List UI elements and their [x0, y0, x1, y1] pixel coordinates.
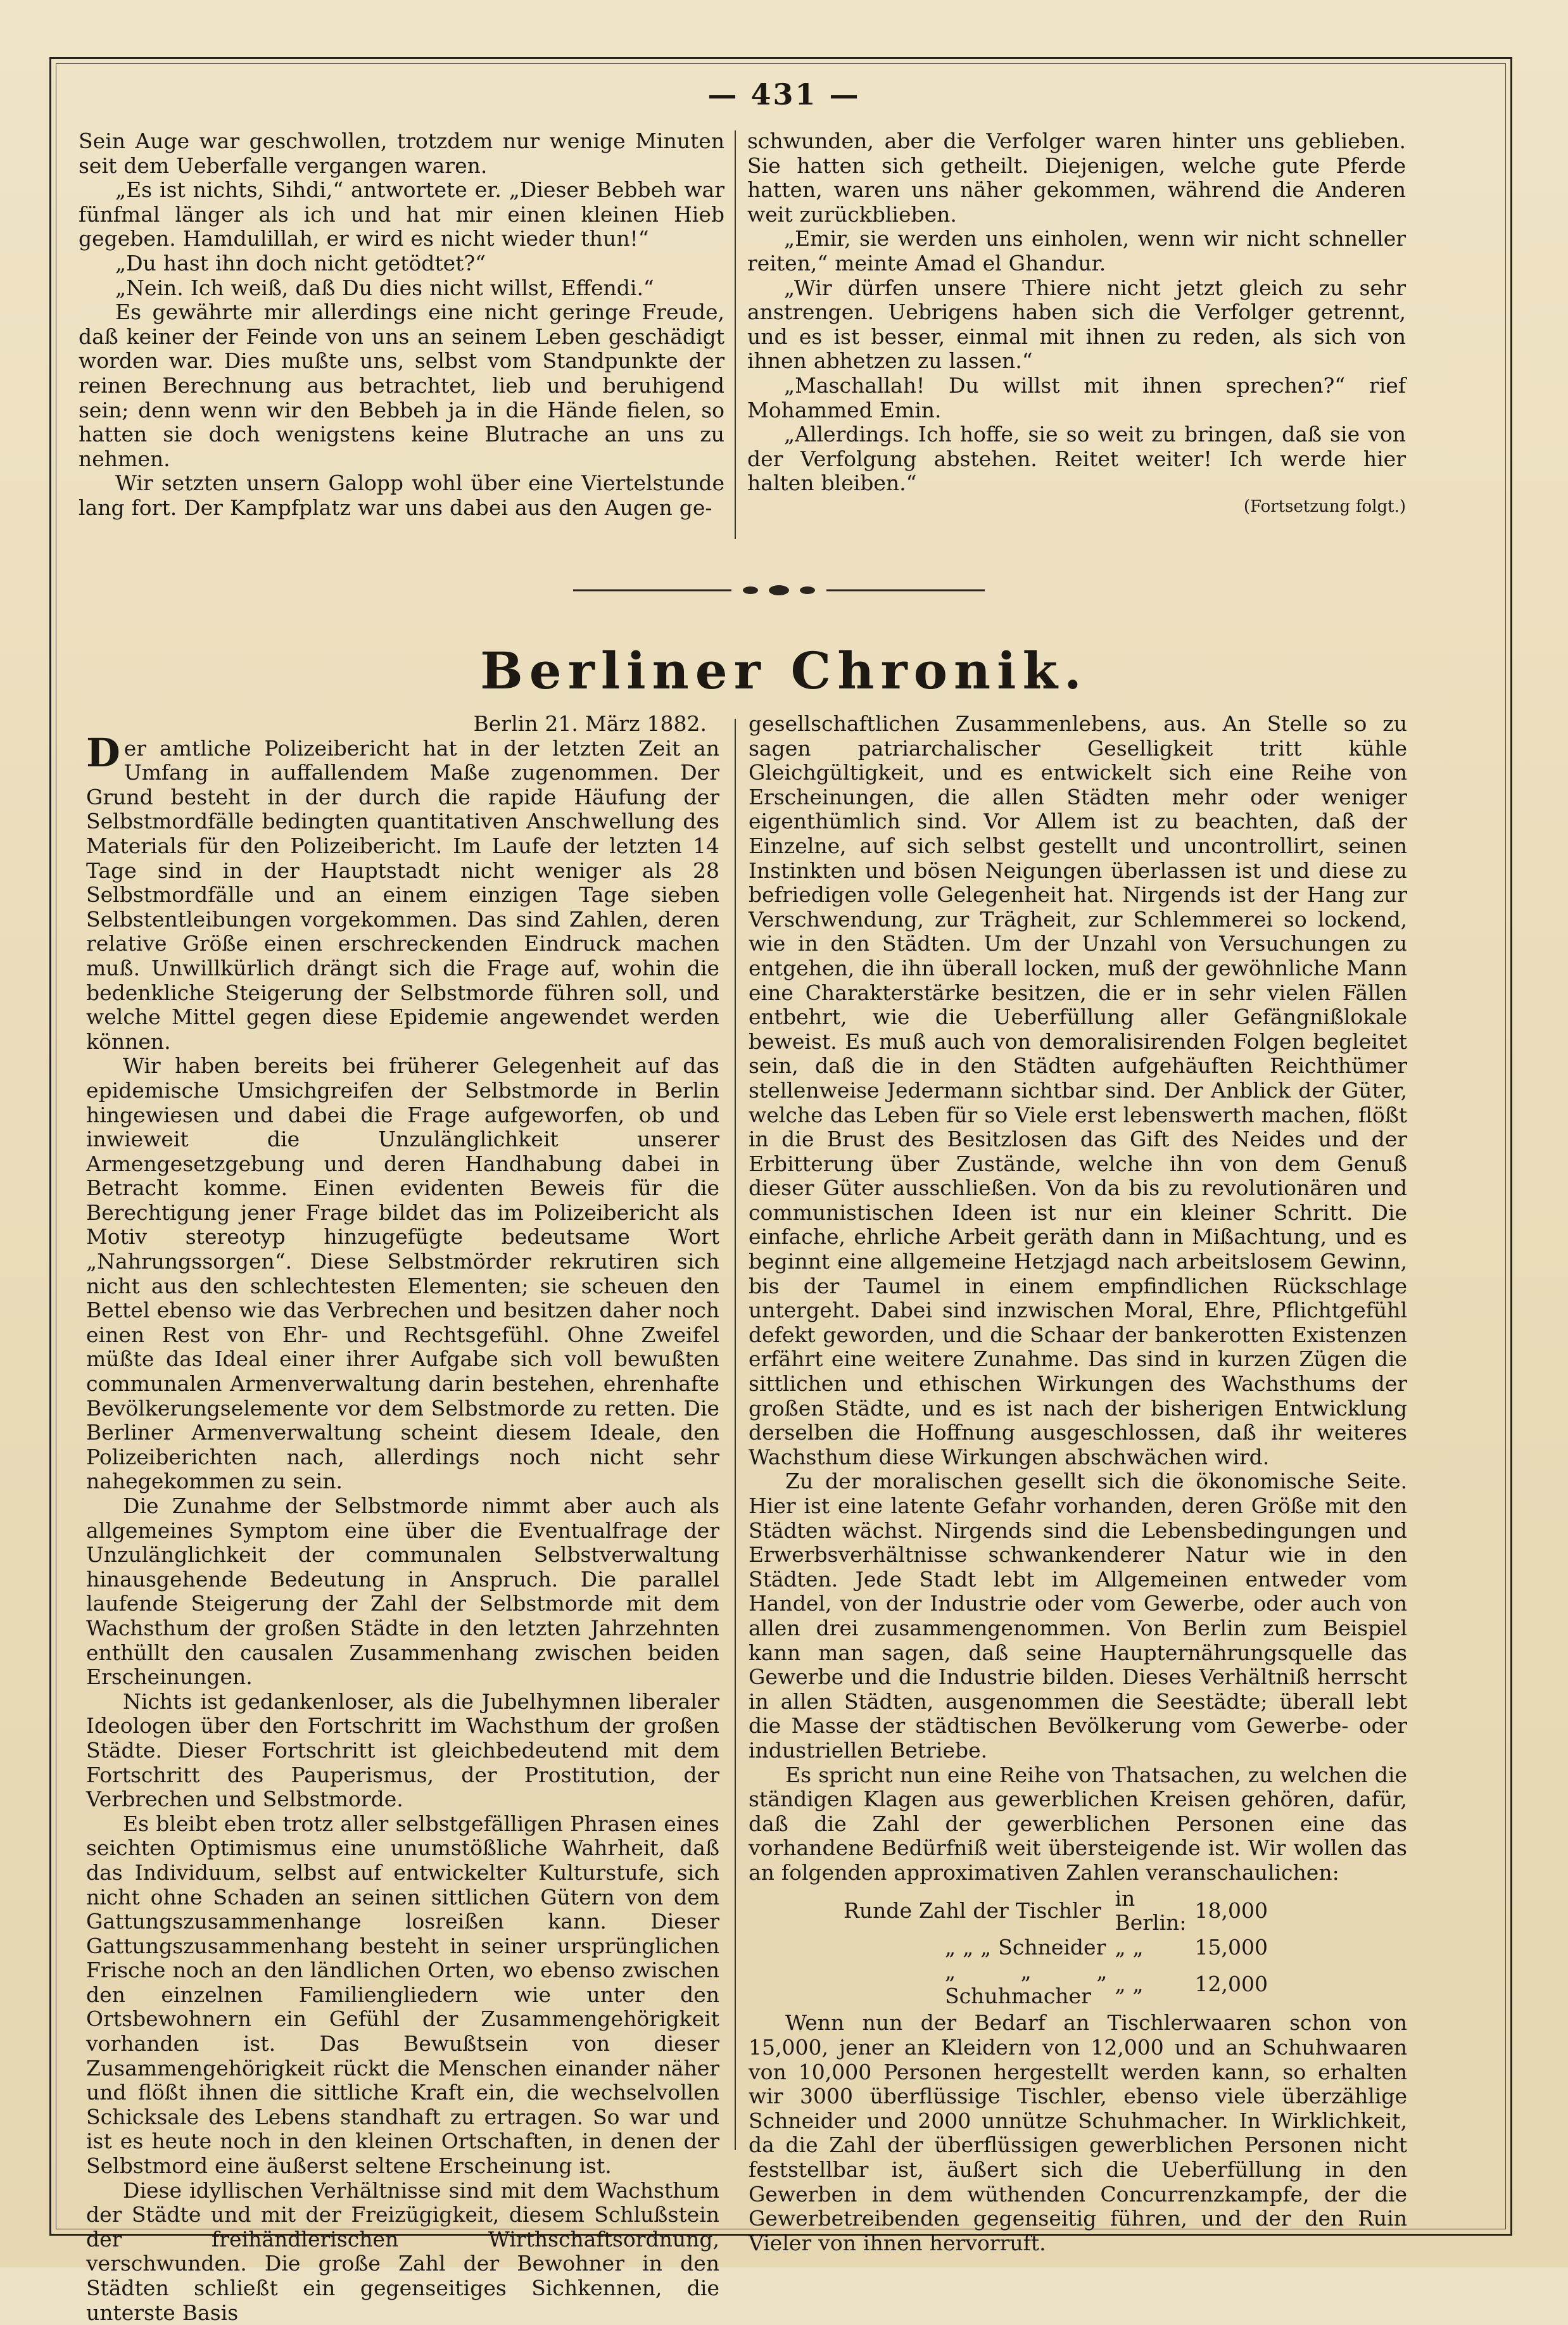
table-cell-label: „ „ „ Schuhmacher: [945, 1959, 1108, 2008]
section-title: Berliner Chronik.: [480, 641, 1088, 700]
chronicle-paragraph: Nichts ist gedankenloser, als die Jubelhymnen liberaler Ideologen über den Fortschritt im Wachsthum der großen Städte. Dieser Fortschritt ist gleichbedeutend mit dem Fortschritt des Pauperismus, der Prostitution, der Verbrechen und Selbstmorde.: [86, 1688, 719, 1812]
chronicle-paragraph: gesellschaftlichen Zusammenlebens, aus. An Stelle so zu sagen patriarchalischer Geselligkeit tritt kühle Gleichgültigkeit, und es entwickelt sich eine Reihe von Erscheinungen, die allen Städten mehr oder weniger eigenthümlich sind. Vor Allem ist zu beachten, daß der Einzelne, auf sich selbst gestellt und uncontrollirt, seinen Instinkten und bösen Neigungen überlassen ist und diese zu befriedigen volle Gelegenheit hat. Nirgends ist der Hang zur Verschwendung, zur Trägheit, zur Schlemmerei so lockend, wie in den Städten. Um der Unzahl von Versuchungen zu entgehen, die ihn überall locken, muß der gewöhnliche Mann eine Charakterstärke besitzen, die er in sehr vielen Fällen entbehrt, wie die Ueberfüllung aller Gefängnißlokale beweist. Es muß auch von demoralisirenden Folgen begleitet sein, daß die in den Städten aufgehäuften Reichthümer stellenweise Jedermann sichtbar sind. Der Anblick der Güter, welche das Leben für so Viele erst lebenswerth machen, flößt in die Brust des Besitzlosen das Gift des Neides und der Erbitterung über Zustände, welche ihn von dem Genuß dieser Güter ausschließen. Von da bis zu revolutionären und communistischen Ideen ist nur ein kleiner Schritt. Die einfache, ehrliche Arbeit geräth dann in Mißachtung, und es beginnt eine allgemeine Hetzjagd nach arbeitslosem Gewinn, bis der Taumel in einem empfindlichen Rückschlage untergeht. Dabei sind inzwischen Moral, Ehre, Pflichtgefühl defekt geworden, und die Schaar der bankerotten Existenzen erfährt eine weitere Zunahme. Das sind in kurzen Zügen die sittlichen und ethischen Wirkungen des Wachsthums der großen Städte, und es ist nach der bisherigen Entwicklung derselben die Hoffnung ausgeschlossen, daß ihr weiteres Wachsthum diese Wirkungen abschwächen wird.: [749, 711, 1407, 1469]
story-paragraph: „Emir, sie werden uns einholen, wenn wir nicht schneller reiten,“ meinte Amad el Ghandur.: [747, 226, 1406, 276]
column-divider-chronicle: [735, 719, 736, 2150]
story-paragraph: Es gewährte mir allerdings eine nicht geringe Freude, daß keiner der Feinde von uns an seinem Leben geschädigt worden war. Dies mußte uns, selbst vom Standpunkte der reinen Berechnung aus betrachtet, lieb und beruhigend sein; denn wenn wir den Bebbeh ja in die Hände fielen, so hatten sie doch wenigstens keine Blutrache an uns zu nehmen.: [79, 300, 724, 471]
table-row: [844, 1887, 1350, 1935]
chronicle-paragraph: Die Zunahme der Selbstmorde nimmt aber auch als allgemeines Symptom eine über die Eventualfrage der Unzulänglichkeit der communalen Selbstverwaltung hinausgehende Bedeutung in Anspruch. Die parallel laufende Steigerung der Zahl der Selbstmorde mit dem Wachsthum der großen Städte in den letzten Jahrzehnten enthüllt den causalen Zusammenhang zwischen beiden Erscheinungen.: [86, 1493, 719, 1690]
story-paragraph: schwunden, aber die Verfolger waren hinter uns geblieben. Sie hatten sich getheilt. Diejenigen, welche gute Pferde hatten, waren uns näher gekommen, während die Anderen weit zurückblieben.: [747, 129, 1406, 227]
table-cell-label: „ „ „ Schneider: [945, 1934, 1106, 1960]
story-paragraph: „Allerdings. Ich hoffe, sie so weit zu bringen, daß sie von der Verfolgung abstehen. Reitet weiter! Ich werde hier halten bleiben.“: [747, 422, 1406, 496]
chronicle-paragraph: Zu der moralischen gesellt sich die ökonomische Seite. Hier ist eine latente Gefahr vorhanden, deren Größe mit den Städten wächst. Nirgends sind die Lebensbedingungen und Erwerbsverhältnisse schwankenderer Natur wie in den Städten. Jede Stadt lebt im Allgemeinen entweder vom Handel, von der Industrie oder vom Gewerbe, oder auch von allen drei zusammengenommen. Von Berlin zum Beispiel kann man sagen, daß seine Haupternährungsquelle das Gewerbe und die Industrie bilden. Dieses Verhältniß herrscht in allen Städten, ausgenommen die Seestädte; überall lebt die Masse der städtischen Bevölkerung vom Gewerbe- oder industriellen Betriebe.: [749, 1469, 1407, 1763]
table-cell-value: 15,000: [1194, 1934, 1268, 1960]
chronicle-column-left: [86, 712, 719, 2325]
table-cell-value: 18,000: [1194, 1897, 1268, 1923]
story-paragraph: „Du hast ihn doch nicht getödtet?“: [115, 250, 486, 276]
page-number: — 431 —: [707, 77, 861, 111]
trade-figures-table: [844, 1887, 1350, 2009]
chronicle-paragraph: Diese idyllischen Verhältnisse sind mit dem Wachsthum der Städte und mit der Freizügigkeit, diesem Schlußstein der freihändlerischen Wirthschaftsordnung, verschwunden. Die große Zahl der Bewohner in den Städten schließt ein gegenseitiges Sichkennen, die unterste Basis: [86, 2177, 719, 2325]
chronicle-lead-text: er amtliche Polizeibericht hat in der letzten Zeit an Umfang in auffallendem Maße zugenommen. Der Grund besteht in der durch die rapide Häufung der Selbstmordfälle bedingten quantitativen Anschwellung des Materials für den Polizeibericht. Im Laufe der letzten 14 Tage sind in der Hauptstadt nicht weniger als 28 Selbstmordfälle und an einem einzigen Tage sieben Selbstentleibungen vorgekommen. Das sind Zahlen, deren relative Größe einen erschreckenden Eindruck machen muß. Unwillkürlich drängt sich die Frage auf, wohin die bedenkliche Steigerung der Selbstmorde führen soll, und welche Mittel gegen diese Epidemie angewendet werden können.: [86, 735, 719, 1054]
table-cell-city: „ „: [1115, 1934, 1144, 1960]
table-row: [844, 1960, 1350, 2008]
drop-initial: D: [86, 729, 120, 776]
story-paragraph: „Wir dürfen unsere Thiere nicht jetzt gleich zu sehr anstrengen. Uebrigens haben sich die Verfolger getrennt, und es ist besser, einmal mit ihnen zu reden, als sich von ihnen abhetzen zu lassen.“: [747, 275, 1406, 374]
story-paragraph: „Es ist nichts, Sihdi,“ antwortete er. „Dieser Bebbeh war fünfmal länger als ich und hat mir einen kleinen Hieb gegeben. Hamdulillah, er wird es nicht wieder thun!“: [79, 177, 724, 251]
column-divider-top: [735, 130, 736, 539]
story-paragraph: „Nein. Ich weiß, daß Du dies nicht willst, Effendi.“: [115, 275, 654, 300]
dateline: Berlin 21. März 1882.: [473, 711, 707, 736]
story-paragraph: „Maschallah! Du willst mit ihnen sprechen?“ rief Mohammed Emin.: [747, 372, 1406, 422]
table-cell-city: in Berlin:: [1115, 1885, 1187, 1935]
story-paragraph: Sein Auge war geschwollen, trotzdem nur wenige Minuten seit dem Ueberfalle vergangen waren.: [79, 129, 724, 178]
table-cell-value: 12,000: [1194, 1971, 1268, 1996]
section-divider-ornament: [573, 581, 985, 600]
story-column-left: [79, 129, 724, 521]
table-cell-city: „ „: [1115, 1971, 1144, 1996]
chronicle-column-right: [749, 712, 1407, 2255]
chronicle-paragraph: [86, 729, 719, 1055]
story-paragraph: Wir setzten unsern Galopp wohl über eine Viertelstunde lang fort. Der Kampfplatz war uns dabei aus den Augen ge-: [79, 471, 724, 520]
continued-note: (Fortsetzung folgt.): [1243, 497, 1406, 516]
story-column-right: [747, 129, 1406, 519]
table-cell-label: Runde Zahl der Tischler: [844, 1897, 1101, 1923]
chronicle-paragraph: Wir haben bereits bei früherer Gelegenheit auf das epidemische Umsichgreifen der Selbstmorde in Berlin hingewiesen und dabei die Frage aufgeworfen, ob und inwieweit die Unzulänglichkeit unserer Armengesetzgebung und deren Handhabung dabei in Betracht komme. Einen evidenten Beweis für die Berechtigung jener Frage bildet das im Polizeibericht als Motiv stereotyp hinzugefügte bedeutsame Wort „Nahrungssorgen“. Diese Selbstmörder rekrutiren sich nicht aus den schlechtesten Elementen; sie scheuen den Bettel ebenso wie das Verbrechen und besitzen daher noch einen Rest von Ehr- und Rechtsgefühl. Ohne Zweifel müßte das Ideal einer ihrer Aufgabe sich voll bewußten communalen Armenverwaltung darin bestehen, ehrenhafte Bevölkerungselemente vor dem Selbstmorde zu retten. Die Berliner Armenverwaltung scheint diesem Ideale, den Polizeiberichten nach, allerdings noch nicht sehr nahegekommen zu sein.: [86, 1053, 719, 1494]
chronicle-paragraph: Es spricht nun eine Reihe von Thatsachen, zu welchen die ständigen Klagen aus gewerblichen Kreisen gehören, dafür, daß die Zahl der gewerblichen Personen eine das vorhandene Bedürfniß weit übersteigende ist. Wir wollen das an folgenden approximativen Zahlen veranschaulichen:: [749, 1762, 1407, 1885]
chronicle-paragraph: Es bleibt eben trotz aller selbstgefälligen Phrasen eines seichten Optimismus eine unumstößliche Wahrheit, daß das Individuum, selbst auf entwickelter Kulturstufe, sich nicht ohne Schaden an seinen sittlichen Gütern von dem Gattungszusammenhange losreißen kann. Dieser Gattungszusammenhang besteht in seiner ursprünglichen Frische noch an den ländlichen Orten, wo ebenso zwischen den einzelnen Familiengliedern wie unter den Ortsbewohnern ein Gefühl der Zusammengehörigkeit vorhanden ist. Das Bewußtsein von dieser Zusammengehörigkeit rückt die Menschen einander näher und flößt ihnen die sittliche Kraft ein, die wechselvollen Schicksale des Lebens standhaft zu ertragen. So war und ist es heute noch in den kleinen Ortschaften, in denen der Selbstmord eine äußerst seltene Erscheinung ist.: [86, 1811, 719, 2179]
table-row: [844, 1935, 1350, 1960]
chronicle-paragraph: Wenn nun der Bedarf an Tischlerwaaren schon von 15,000, jener an Kleidern von 12,000 und an Schuhwaaren von 10,000 Personen hergestellt werden kann, so erhalten wir 3000 überflüssige Tischler, ebenso viele überzählige Schneider und 2000 unnütze Schuhmacher. In Wirklichkeit, da die Zahl der überflüssigen gewerblichen Personen nicht feststellbar ist, äußert sich die Ueberfüllung in den Gewerben in dem wüthenden Concurrenzkampfe, der die Gewerbetreibenden gegenseitig führen, und der den Ruin Vieler von ihnen hervorruft.: [749, 2010, 1407, 2255]
